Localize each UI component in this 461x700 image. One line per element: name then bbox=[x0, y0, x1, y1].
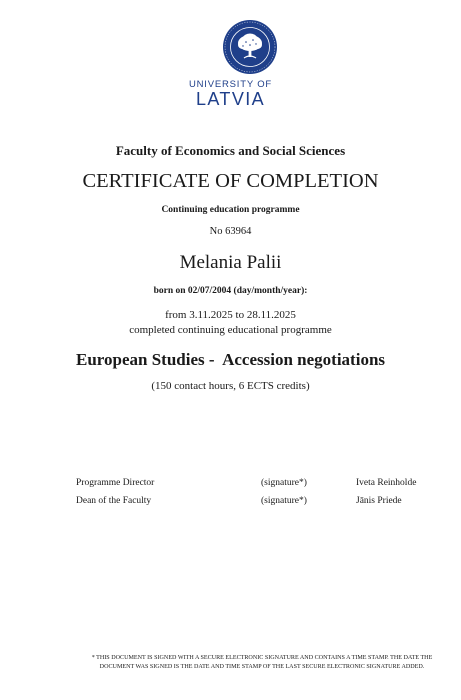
signature-row bbox=[0, 496, 461, 510]
university-name-line1: UNIVERSITY OF bbox=[188, 79, 273, 90]
programme-type: Continuing education programme bbox=[161, 205, 300, 215]
recipient-name: Melania Palii bbox=[179, 252, 282, 273]
course-title: European Studies - Accession negotiations bbox=[75, 350, 386, 369]
course-hours: (150 contact hours, 6 ECTS credits) bbox=[151, 380, 310, 392]
university-seal-icon bbox=[222, 19, 278, 75]
electronic-signature-footnote bbox=[62, 654, 461, 671]
signature-placeholder: (signature*) bbox=[261, 496, 307, 506]
university-name-line2: LATVIA bbox=[195, 89, 266, 109]
signature-placeholder: (signature*) bbox=[261, 478, 307, 488]
footnote-line: DOCUMENT WAS SIGNED IS THE DATE AND TIME STAMP OF THE LAST SECURE ELECTRONIC SIGNATURE ADDED. bbox=[99, 663, 425, 670]
certificate-number: No 63964 bbox=[209, 226, 252, 237]
signature-row bbox=[0, 478, 461, 492]
signatory-role: Dean of the Faculty bbox=[76, 496, 152, 506]
signatory-name: Iveta Reinholde bbox=[356, 478, 417, 488]
faculty-name: Faculty of Economics and Social Sciences bbox=[115, 143, 346, 158]
footnote-line: * THIS DOCUMENT IS SIGNED WITH A SECURE ELECTRONIC SIGNATURE AND CONTAINS A TIME STAMP. THE DATE THE bbox=[91, 655, 433, 661]
completion-statement: completed continuing educational programme bbox=[129, 324, 332, 336]
signatory-role: Programme Director bbox=[76, 478, 155, 488]
programme-dates: from 3.11.2025 to 28.11.2025 bbox=[165, 309, 296, 321]
birth-date: born on 02/07/2004 (day/month/year): bbox=[153, 286, 308, 296]
signatory-name: Jānis Priede bbox=[356, 496, 402, 506]
certificate-title: CERTIFICATE OF COMPLETION bbox=[82, 170, 379, 192]
